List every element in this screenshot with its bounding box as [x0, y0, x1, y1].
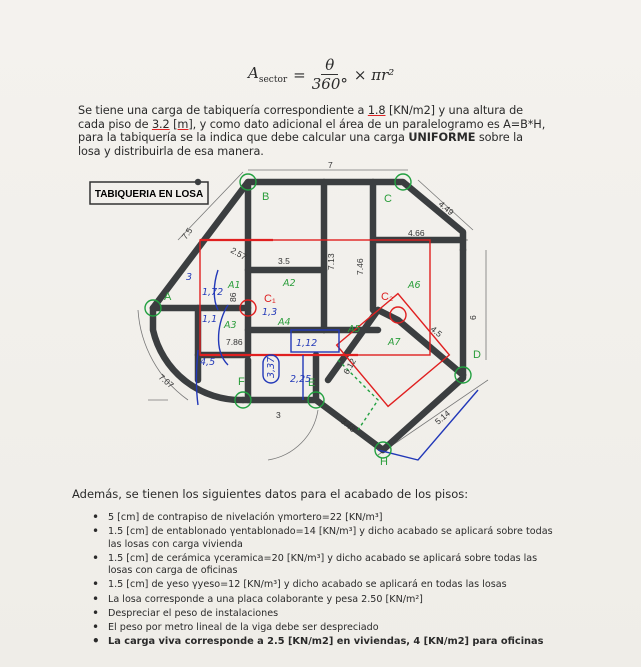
formula-numerator: θ	[321, 56, 338, 75]
dim-348: 3.48	[338, 415, 358, 435]
label-point-c1: C₁	[264, 293, 276, 305]
hand-a1: A1	[228, 280, 241, 291]
problem-statement	[78, 104, 548, 158]
list-item: • 1.5 [cm] de entablonado γentablonado=14 [KN/m³] y dicho acabado se aplicará sobre todas las losas con carga vivienda	[92, 526, 562, 551]
dim-257: 2.57	[229, 245, 249, 263]
dim-786: 7.86	[226, 337, 243, 347]
list-item: • 5 [cm] de contrapiso de nivelación γmortero=22 [KN/m³]	[92, 512, 562, 525]
list-item: • La losa corresponde a una placa colaborante y pesa 2.50 [KN/m²]	[92, 594, 562, 607]
paragraph-part1: Se tiene una carga de tabiquería correspondiente a	[78, 104, 368, 117]
finishes-list	[92, 512, 562, 650]
dim-466: 4.66	[408, 228, 425, 238]
list-item: • El peso por metro lineal de la viga debe ser despreciado	[92, 622, 562, 635]
label-point-d: D	[473, 349, 481, 361]
floor-height-unit: [m]	[173, 117, 193, 131]
sector-area-formula	[248, 56, 394, 93]
title-box-label: TABIQUERIA EN LOSA	[94, 189, 204, 200]
paragraph-part2: [KN/m2] y una altura de cada piso de	[78, 104, 523, 131]
paragraph-part4: sobre la losa y distribuirla de esa manera.	[78, 131, 523, 158]
list-item: • La carga viva corresponde a 2.5 [KN/m2] en viviendas, 4 [KN/m2] para oficinas	[92, 636, 562, 649]
dim-713: 7.13	[326, 253, 336, 270]
formula-rhs: × πr²	[353, 65, 395, 84]
hand-45: 4,5	[200, 357, 216, 368]
hand-172: 1,72	[202, 287, 224, 298]
hand-112: 1,12	[296, 338, 318, 349]
dim-right-side: 6	[468, 315, 478, 320]
formula-lhs: $A_{sector}$	[248, 64, 288, 85]
list-item: • Despreciar el peso de instalaciones	[92, 608, 562, 621]
hand-a6: A6	[408, 280, 421, 291]
paragraph-part3: , y como dato adicional el área de un paralelogramo es A=B*H, para la tabiquería se la indica que debe calcular una carga	[78, 117, 546, 144]
label-point-c: C	[384, 193, 392, 205]
label-point-h: H	[380, 456, 388, 468]
dim-45: 4.5	[428, 323, 445, 340]
formula-fraction	[312, 56, 348, 93]
list-item: • 1.5 [cm] de yeso γyeso=12 [KN/m³] y dicho acabado se aplicará en todas las losas	[92, 579, 562, 592]
dim-bottom: 3	[276, 410, 281, 420]
dim-746: 7.46	[355, 258, 365, 275]
equals-sign: =	[293, 65, 306, 84]
hand-a5: A5	[348, 324, 361, 335]
tabiqueria-load-value: 1.8	[367, 104, 386, 117]
dim-top: 7	[328, 160, 333, 170]
hand-3: 3	[186, 272, 193, 283]
floor-height-value: 3.2	[151, 117, 170, 131]
uniform-keyword: UNIFORME	[408, 131, 476, 144]
dim-left-diag: 7.5	[179, 225, 195, 242]
dim-514: 5.14	[432, 408, 452, 427]
hand-11: 1,1	[202, 314, 218, 325]
list-item: • 1.5 [cm] de cerámica γceramica=20 [KN/m³] y dicho acabado se aplicará sobre todas las losas con carga de oficinas	[92, 553, 562, 578]
hand-225: 2,25	[290, 374, 312, 385]
hand-a3: A3	[224, 320, 237, 331]
label-point-f: F	[238, 376, 245, 388]
label-point-c2: C₂	[381, 291, 394, 303]
finishes-intro: Además, se tienen los siguientes datos para el acabado de los pisos:	[72, 487, 469, 501]
label-point-b: B	[262, 191, 270, 203]
hand-a2: A2	[283, 278, 296, 289]
dim-35: 3.5	[278, 256, 290, 266]
dim-612: 6.12	[341, 356, 359, 376]
dim-707: 7.07	[156, 371, 176, 391]
formula-denominator: 360°	[311, 75, 348, 93]
label-point-e: E	[308, 377, 316, 389]
dim-86: 86	[228, 292, 238, 302]
floor-plan-diagram	[78, 160, 498, 470]
hand-13: 1,3	[262, 307, 278, 318]
hand-a4: A4	[278, 317, 291, 328]
label-point-a: A	[164, 291, 172, 303]
hand-a7: A7	[388, 337, 401, 348]
hand-337: 3,37	[266, 356, 277, 378]
dim-diag-top-right: 4.49	[436, 198, 456, 218]
